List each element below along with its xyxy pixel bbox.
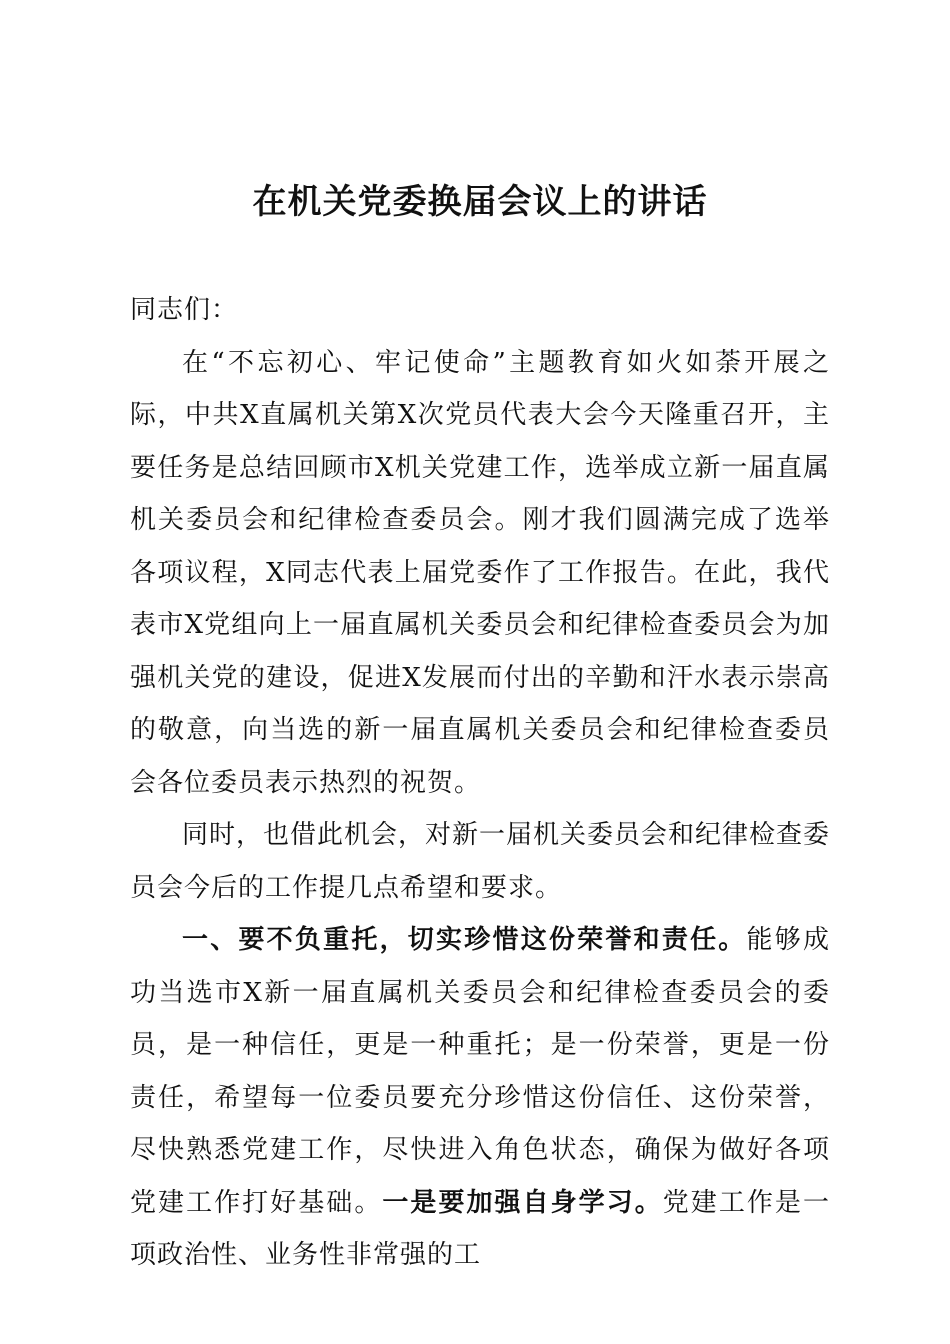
document-title: 在机关党委换届会议上的讲话: [252, 182, 708, 222]
sub-point-one-text: 党建工作是一项政治性、业务性非常强的工: [130, 1187, 830, 1270]
point-one-heading: 一、要不负重托，切实珍惜这份荣誉和责任。: [182, 925, 747, 955]
paragraph-point-one: [130, 914, 830, 1282]
salutation: 同志们：: [130, 295, 239, 325]
paragraph-requirements-intro: 同时，也借此机会，对新一届机关委员会和纪律检查委员会今后的工作提几点希望和要求。: [130, 820, 831, 903]
paragraph-opening: 在“不忘初心、牢记使命”主题教育如火如荼开展之际，中共X直属机关第X次党员代表大会今天隆重召开，主要任务是总结回顾市X机关党建工作，选举成立新一届直属机关委员会和纪律检查委员会。刚才我们圆满完成了选举各项议程，X同志代表上届党委作了工作报告。在此，我代表市X党组向上一届直属机关委员会和纪律检查委员会为加强机关党的建设，促进X发展而付出的辛勤和汗水表示崇高的敬意，向当选的新一届直属机关委员会和纪律检查委员会各位委员表示热烈的祝贺。: [130, 347, 830, 798]
sub-point-one-heading: 一是要加强自身学习。: [382, 1187, 663, 1218]
document-body: [130, 284, 830, 1282]
point-one-text: 能够成功当选市X新一届直属机关委员会和纪律检查委员会的委员，是一种信任，更是一种重托；是一份荣誉，更是一份责任，希望每一位委员要充分珍惜这份信任、这份荣誉，尽快熟悉党建工作，尽快进入角色状态，确保为做好各项党建工作打好基础。: [130, 925, 830, 1218]
